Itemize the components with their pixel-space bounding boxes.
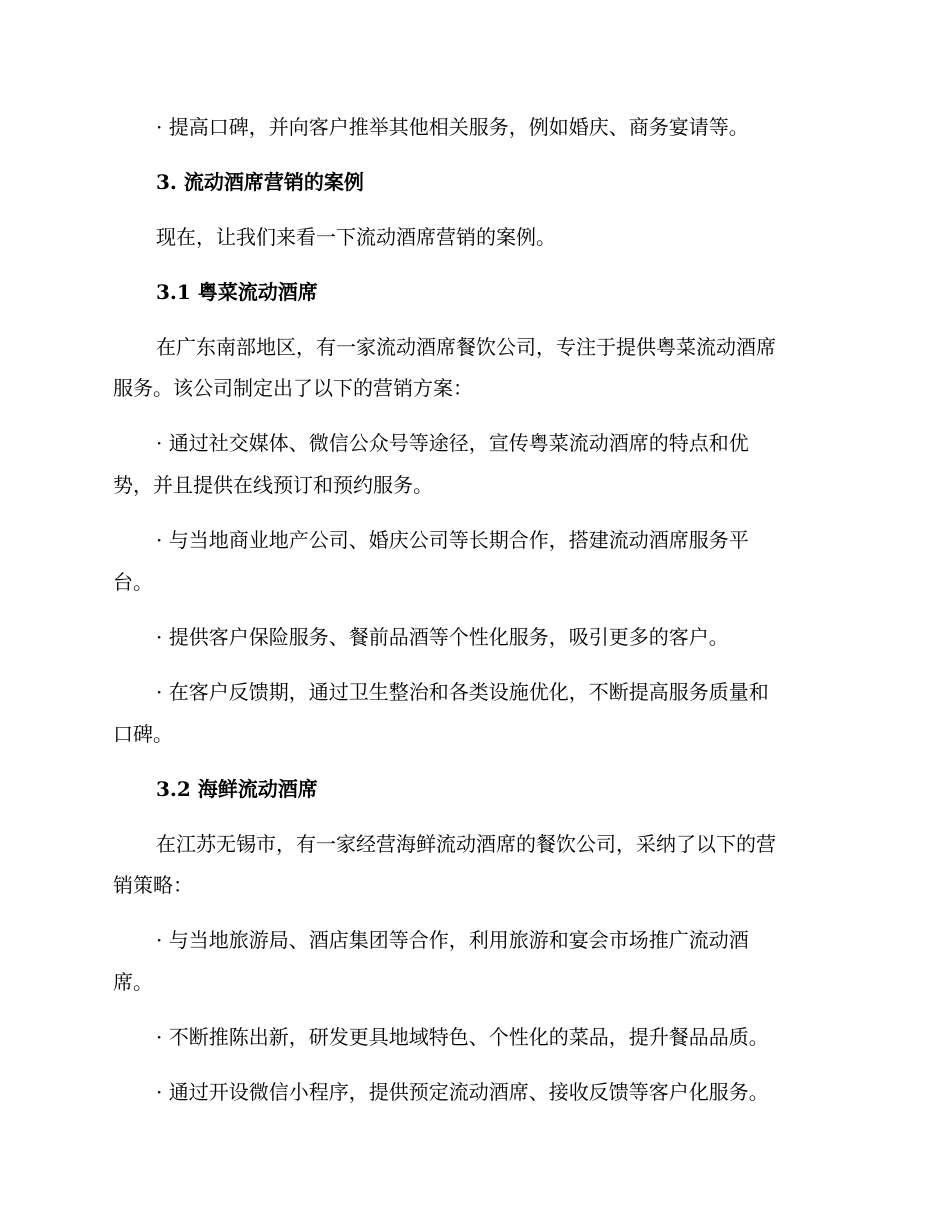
bullet-item: · 提高口碑，并向客户推举其他相关服务，例如婚庆、商务宴请等。 bbox=[156, 115, 749, 139]
bullet-item: · 提供客户保险服务、餐前品酒等个性化服务，吸引更多的客户。 bbox=[156, 625, 729, 649]
bullet-item-line: 台。 bbox=[113, 570, 153, 594]
bullet-item-line: 席。 bbox=[113, 970, 153, 994]
bullet-item: · 不断推陈出新，研发更具地域特色、个性化的菜品，提升餐品品质。 bbox=[156, 1025, 769, 1049]
section-heading: 3. 流动酒席营销的案例 bbox=[156, 170, 364, 194]
bullet-item-line: · 与当地商业地产公司、婚庆公司等长期合作，搭建流动酒席服务平 bbox=[156, 528, 749, 552]
bullet-item-line: · 与当地旅游局、酒店集团等合作，利用旅游和宴会市场推广流动酒 bbox=[156, 928, 749, 952]
paragraph: 现在，让我们来看一下流动酒席营销的案例。 bbox=[156, 225, 556, 249]
paragraph-line: 在江苏无锡市，有一家经营海鲜流动酒席的餐饮公司，采纳了以下的营 bbox=[156, 832, 776, 856]
bullet-item-line: · 通过社交媒体、微信公众号等途径，宣传粤菜流动酒席的特点和优 bbox=[156, 431, 749, 455]
paragraph-line: 销策略： bbox=[113, 873, 193, 897]
bullet-item-line: 口碑。 bbox=[113, 722, 173, 746]
subsection-heading: 3.1 粤菜流动酒席 bbox=[156, 280, 318, 304]
paragraph-line: 在广东南部地区，有一家流动酒席餐饮公司，专注于提供粤菜流动酒席 bbox=[156, 335, 776, 359]
bullet-item-line: 势，并且提供在线预订和预约服务。 bbox=[113, 473, 433, 497]
subsection-heading: 3.2 海鲜流动酒席 bbox=[156, 777, 318, 801]
bullet-item: · 通过开设微信小程序，提供预定流动酒席、接收反馈等客户化服务。 bbox=[156, 1080, 769, 1104]
bullet-item-line: · 在客户反馈期，通过卫生整治和各类设施优化，不断提高服务质量和 bbox=[156, 680, 769, 704]
paragraph-line: 服务。该公司制定出了以下的营销方案： bbox=[113, 376, 473, 400]
